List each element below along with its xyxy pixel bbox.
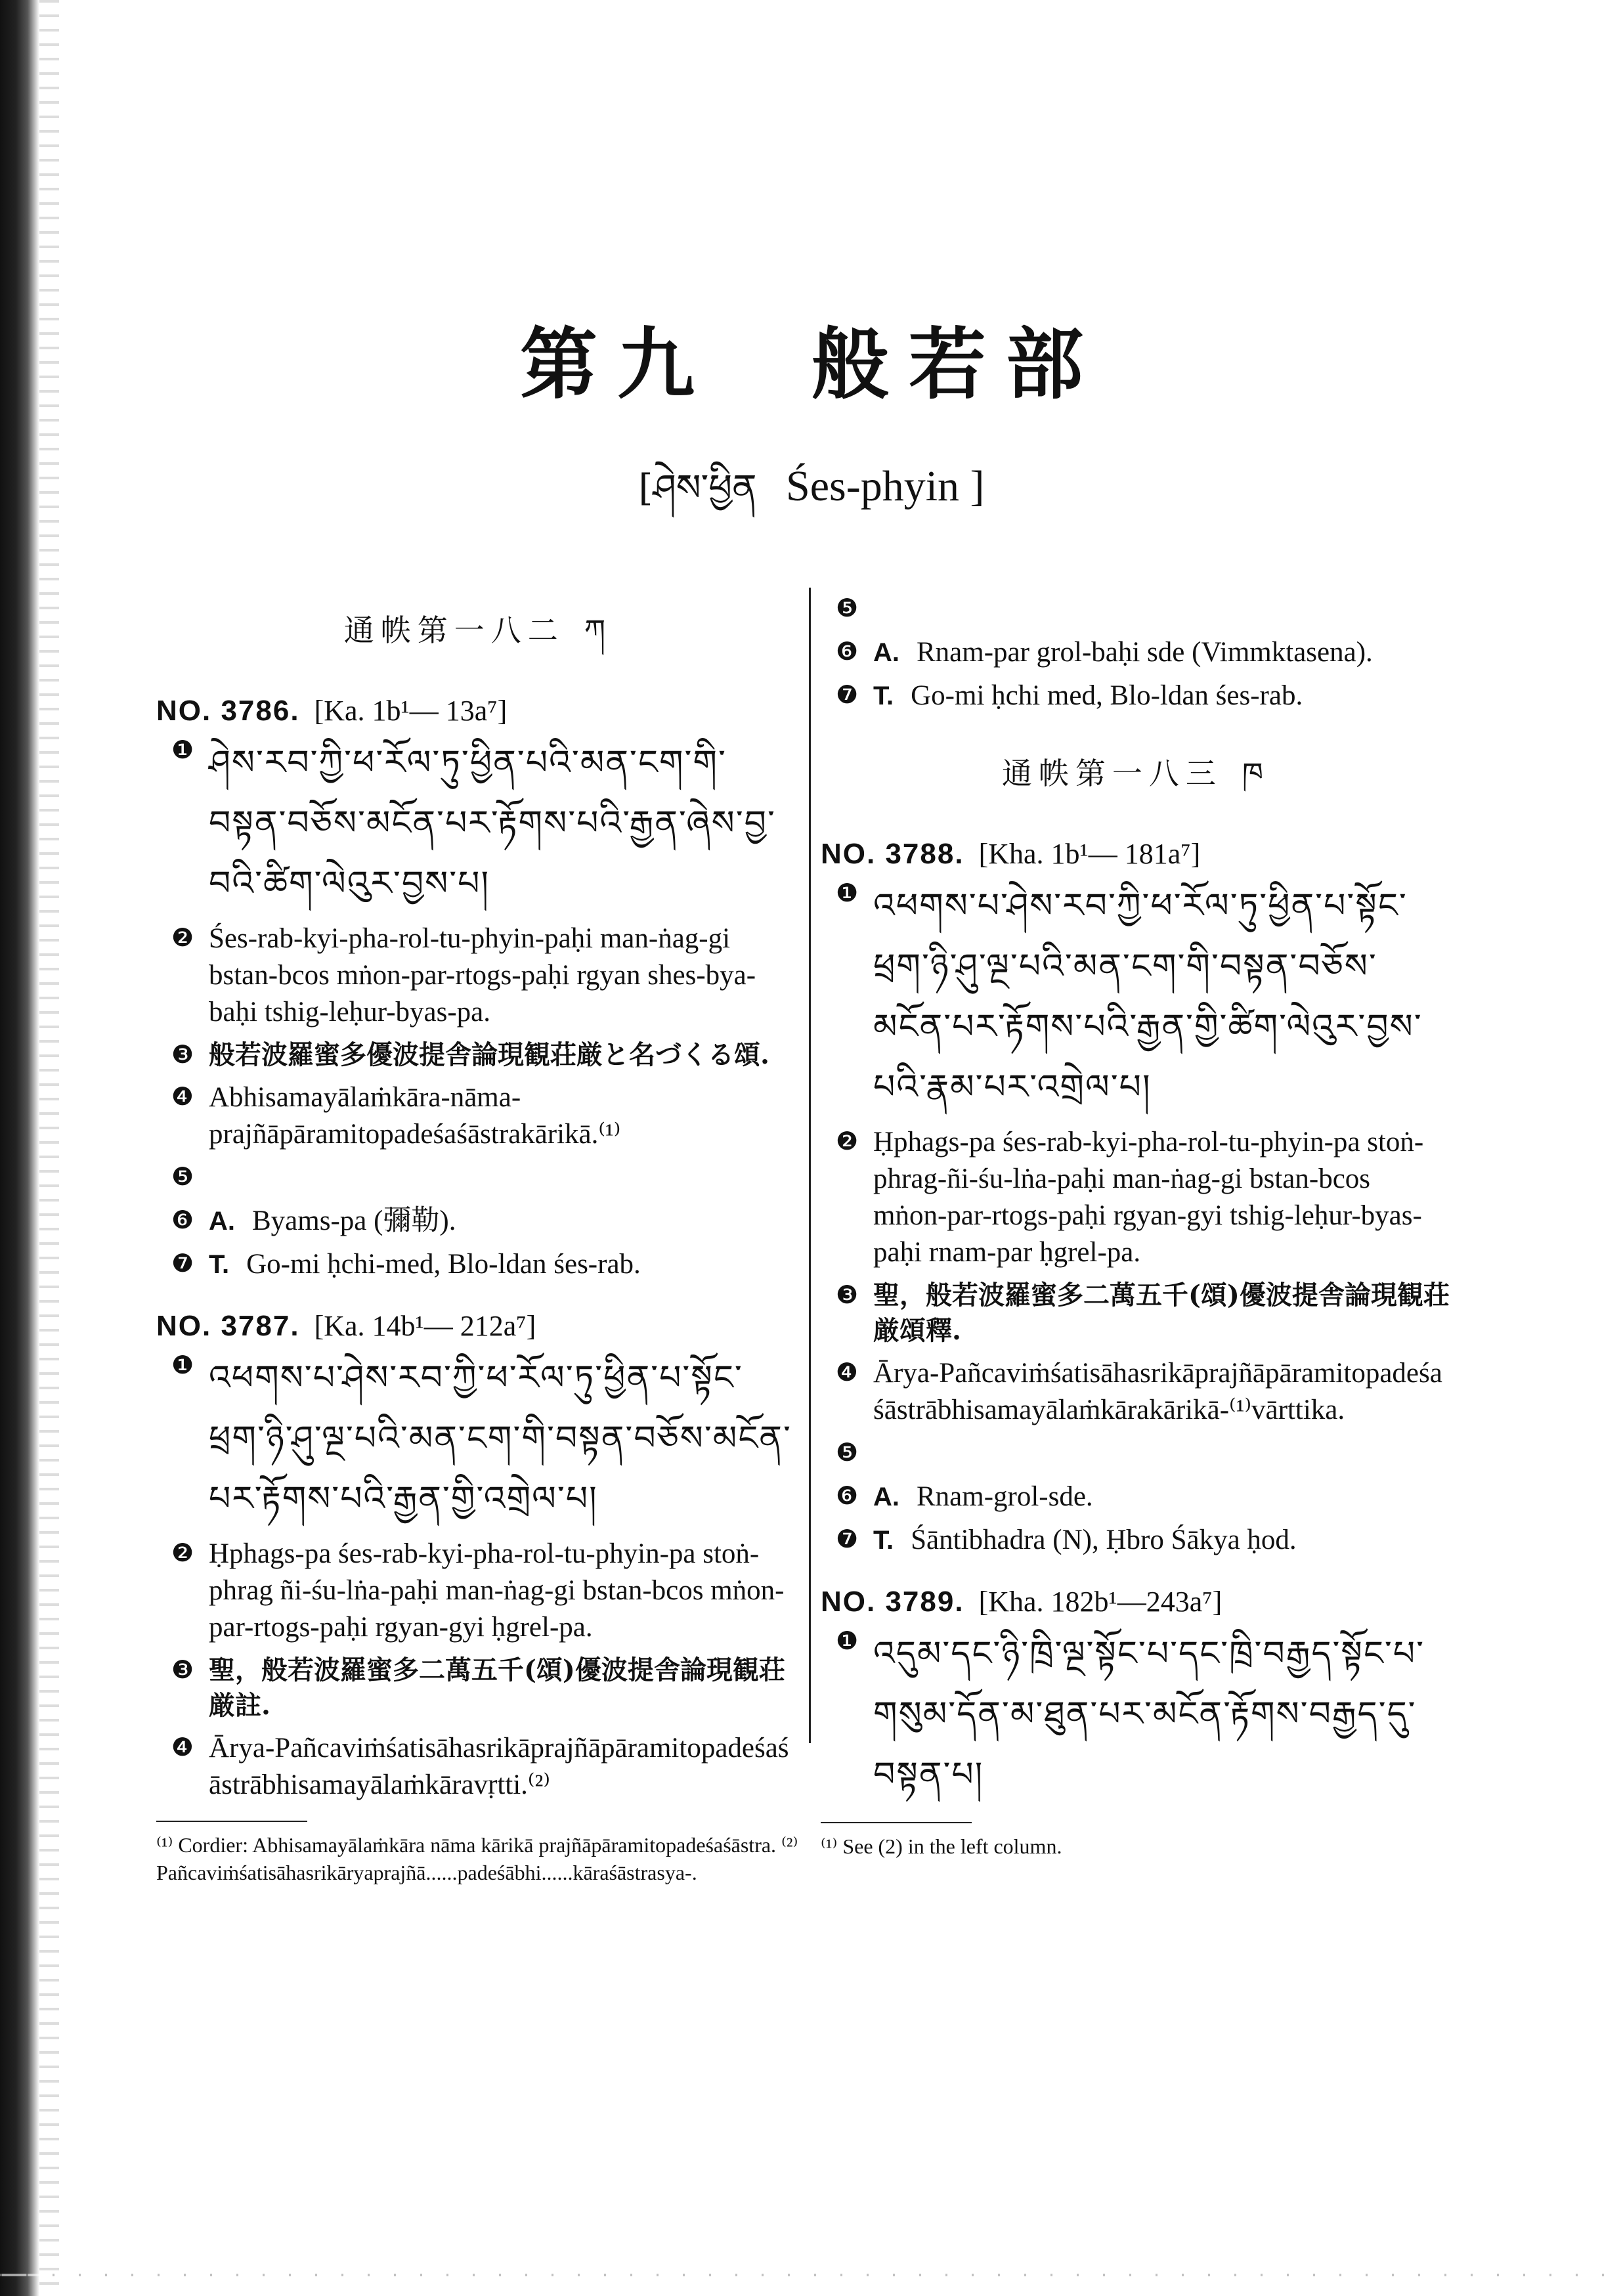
entry-3786-empty: ❺ [171, 1162, 194, 1191]
entry-3786-japanese: ❸ 般若波羅蜜多優波提舎論現観荘厳と名づくる頌. [171, 1039, 769, 1070]
entry-3786-header: NO. 3786. [Ka. 1b¹— 13a⁷] [156, 695, 508, 727]
entry-3789-header: NO. 3789. [Kha. 182b¹—243a⁷] [821, 1586, 1223, 1618]
right-column [821, 591, 1451, 1860]
entry-3788-translit: ❷ Ḥphags-pa śes-rab-kyi-pha-rol-tu-phyin-pa stoṅ-phrag-ñi-śu-lṅa-paḥi man-ṅag-gi bstan-bcos mṅon-par-rtogs-paḥi rgyan-gyi tshig-leḥur-byas-paḥi rnam-par ḥgrel-pa. [835, 1127, 1424, 1268]
left-footnote: ⁽¹⁾ Cordier: Abhisamayālaṁkāra nāma kārikā prajñāpāramitopadeśaśāstra. ⁽²⁾ Pañcaviṁśatisāhasrikāryaprajñā......padeśābhi......kāraśāstrasya-. [156, 1833, 798, 1884]
entry-3787-translators: ❼ T. Go-mi ḥchi med, Blo-ldan śes-rab. [835, 680, 1303, 711]
page-title: 第九 般若部 [519, 318, 1103, 410]
right-footnote: ⁽¹⁾ See (2) in the left column. [821, 1834, 1062, 1858]
column-divider [809, 588, 811, 1743]
volume-heading: 通帙第一八三 ཁ [1001, 756, 1270, 791]
entry-3787-author: ❻ A. Rnam-par grol-baḥi sde (Vimmktasena). [835, 637, 1373, 668]
volume-heading: 通帙第一八二 ཀ [343, 613, 613, 648]
entry-3787-empty: ❺ [835, 594, 859, 622]
subtitle-tibetan: [ཤེས་ཕྱིན [638, 467, 757, 509]
entry-3788-translators: ❼ T. Śāntibhadra (N), Ḥbro Śākya ḥod. [835, 1525, 1297, 1555]
entry-3786-sanskrit: ❹ Abhisamayālaṁkāra-nāma-prajñāpāramitopadeśaśāstrakārikā.⁽¹⁾ [171, 1082, 621, 1150]
entry-3786-translit: ❷ Śes-rab-kyi-pha-rol-tu-phyin-paḥi man-ṅag-gi bstan-bcos mṅon-par-rtogs-paḥi rgyan shes-bya-baḥi tshig-leḥur-byas-pa. [171, 923, 756, 1028]
entry-3787-translit: ❷ Ḥphags-pa śes-rab-kyi-pha-rol-tu-phyin-pa stoṅ-phrag ñi-śu-lṅa-paḥi man-ṅag-gi bstan-bcos mṅon-par-rtogs-paḥi rgyan-gyi ḥgrel-pa. [171, 1538, 785, 1643]
entry-3787-sanskrit: ❹ Ārya-Pañcaviṁśatisāhasrikāprajñāpāramitopadeśaśāstrābhisamayālaṁkāravṛtti.⁽²⁾ [171, 1733, 789, 1800]
entry-3788-sanskrit: ❹ Ārya-Pañcaviṁśatisāhasrikāprajñāpāramitopadeśaśāstrābhisamayālaṁkārakārikā-⁽¹⁾vārttika. [835, 1358, 1442, 1425]
subtitle-latin: Śes-phyin ] [786, 462, 985, 510]
entry-3786-tibetan: ❶ ཤེས་རབ་ཀྱི་ཕ་རོལ་ཏུ་ཕྱིན་པའི་མན་ངག་གི་བསྟན་བཅོས་མངོན་པར་རྟོགས་པའི་རྒྱན་ཞེས་བྱ་བའི་ཚིག་ལེའུར་བྱས་པ། [171, 735, 776, 903]
entry-3787-header: NO. 3787. [Ka. 14b¹— 212a⁷] [156, 1310, 536, 1342]
scan-noise [0, 2274, 1623, 2276]
entry-3788-header: NO. 3788. [Kha. 1b¹— 181a⁷] [821, 838, 1201, 870]
entry-3788-tibetan: ❶ འཕགས་པ་ཤེས་རབ་ཀྱི་ཕ་རོལ་ཏུ་ཕྱིན་པ་སྟོང་ཕྲག་ཉི་ཤུ་ལྔ་པའི་མན་ངག་གི་བསྟན་བཅོས་མངོན་པར་རྟོགས་པའི་རྒྱན་གྱི་ཚིག་ལེའུར་བྱས་པའི་རྣམ་པར་འགྲེལ་པ། [835, 878, 1423, 1107]
footnote-rule [156, 1821, 307, 1822]
footnote-rule [821, 1822, 972, 1823]
entry-3786-author: ❻ A. Byams-pa (彌勒). [171, 1205, 456, 1236]
entry-3787-tibetan: ❶ འཕགས་པ་ཤེས་རབ་ཀྱི་ཕ་རོལ་ཏུ་ཕྱིན་པ་སྟོང་ཕྲག་ཉི་ཤུ་ལྔ་པའི་མན་ངག་གི་བསྟན་བཅོས་མངོན་པར་རྟོགས་པའི་རྒྱན་གྱི་འགྲེལ་པ། [171, 1351, 792, 1519]
entry-3788-empty: ❺ [835, 1438, 859, 1467]
entry-3786-translators: ❼ T. Go-mi ḥchi-med, Blo-ldan śes-rab. [171, 1249, 641, 1280]
left-column [156, 591, 800, 1886]
page-subtitle [0, 446, 1623, 550]
entry-3787-japanese: ❸ 聖，般若波羅蜜多二萬五千(頌)優波提舎論現観荘厳註. [171, 1655, 785, 1721]
entry-3789-tibetan: ❶ འདུམ་དང་ཉི་ཁྲི་ལྔ་སྟོང་པ་དང་ཁྲི་བརྒྱད་སྟོང་པ་གསུམ་དོན་མ་ཐུན་པར་མངོན་རྟོགས་བརྒྱད་དུ་བསྟན་པ། [835, 1626, 1425, 1794]
entry-3788-japanese: ❸ 聖，般若波羅蜜多二萬五千(頌)優波提舎論現観荘厳頌釋. [835, 1280, 1450, 1346]
entry-3788-author: ❻ A. Rnam-grol-sde. [835, 1481, 1093, 1512]
